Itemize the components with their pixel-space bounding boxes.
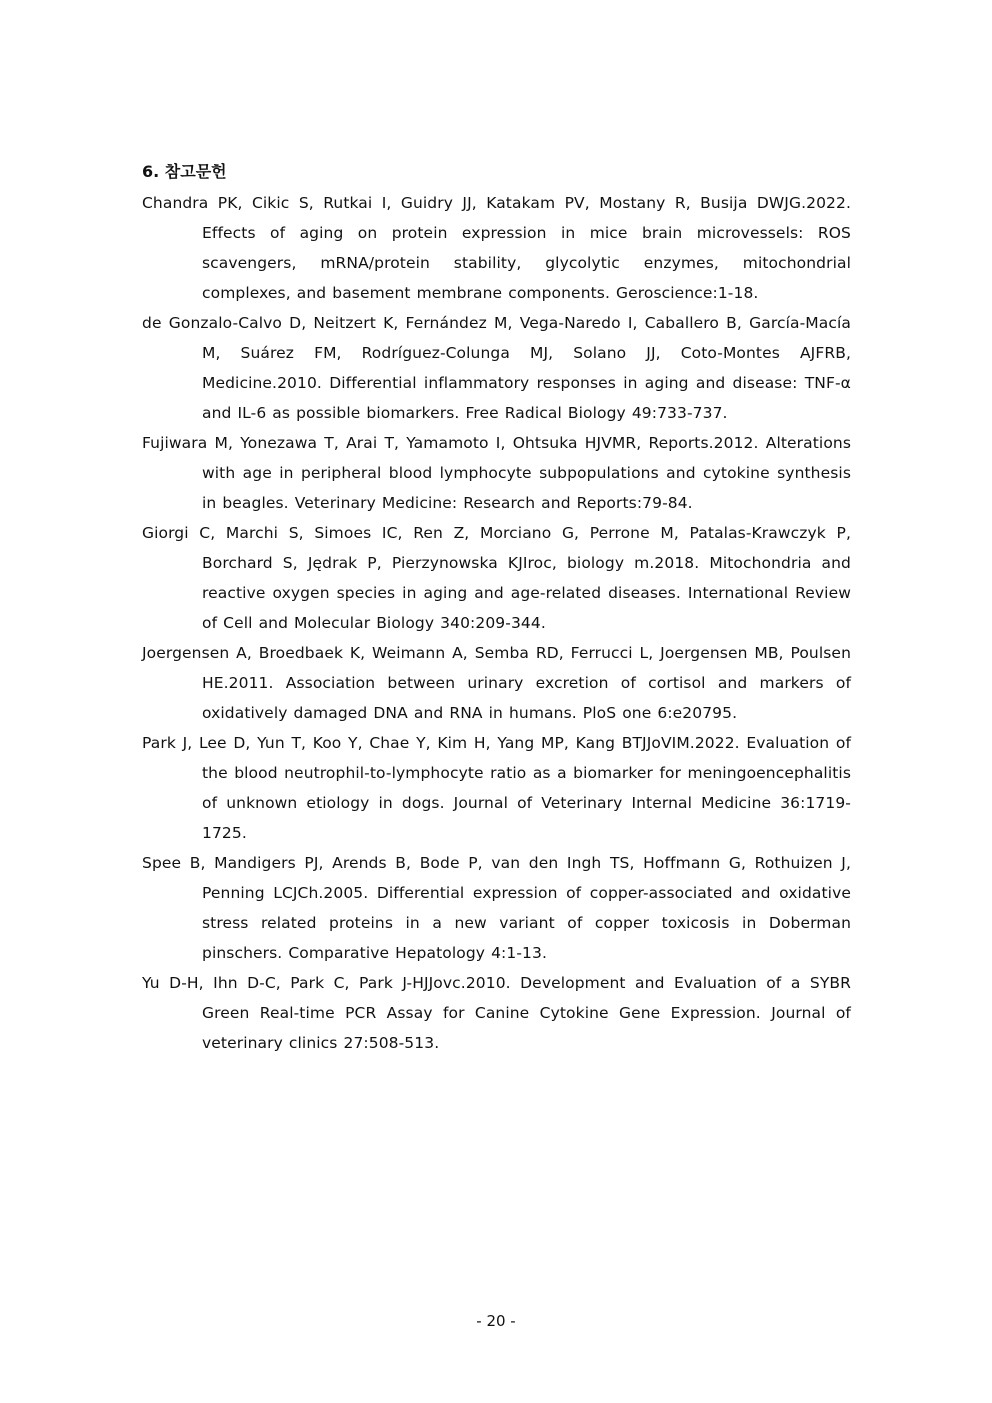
- page-number: - 20 -: [476, 1312, 516, 1330]
- reference-item: Giorgi C, Marchi S, Simoes IC, Ren Z, Morciano G, Perrone M, Patalas-Krawczyk P, Borchard S, Jędrak P, Pierzynowska KJIroc, biology m.2018. Mitochondria and reactive oxygen species in aging and age-related diseases. International Review of Cell and Molecular Biology 340:209-344.: [142, 524, 851, 632]
- reference-item: Spee B, Mandigers PJ, Arends B, Bode P, van den Ingh TS, Hoffmann G, Rothuizen J, Penning LCJCh.2005. Differential expression of copper-associated and oxidative stress related proteins in a new variant of copper toxicosis in Doberman pinschers. Comparative Hepatology 4:1-13.: [142, 854, 851, 962]
- reference-item: Yu D-H, Ihn D-C, Park C, Park J-HJJovc.2010. Development and Evaluation of a SYBR Green Real-time PCR Assay for Canine Cytokine Gene Expression. Journal of veterinary clinics 27:508-513.: [142, 974, 851, 1052]
- reference-item: Joergensen A, Broedbaek K, Weimann A, Semba RD, Ferrucci L, Joergensen MB, Poulsen HE.2011. Association between urinary excretion of cortisol and markers of oxidatively damaged DNA and RNA in humans. PloS one 6:e20795.: [142, 644, 851, 722]
- reference-item: Fujiwara M, Yonezawa T, Arai T, Yamamoto I, Ohtsuka HJVMR, Reports.2012. Alterations with age in peripheral blood lymphocyte subpopulations and cytokine synthesis in beagles. Veterinary Medicine: Research and Reports:79-84.: [142, 434, 851, 512]
- section-heading: 6. 참고문헌: [142, 162, 227, 181]
- reference-list: [142, 188, 851, 1058]
- reference-item: Park J, Lee D, Yun T, Koo Y, Chae Y, Kim H, Yang MP, Kang BTJJoVIM.2022. Evaluation of the blood neutrophil-to-lymphocyte ratio as a biomarker for meningoencephalitis of unknown etiology in dogs. Journal of Veterinary Internal Medicine 36:1719-1725.: [142, 734, 851, 842]
- reference-item: de Gonzalo-Calvo D, Neitzert K, Fernández M, Vega-Naredo I, Caballero B, García-Macía M, Suárez FM, Rodríguez-Colunga MJ, Solano JJ, Coto-Montes AJFRB, Medicine.2010. Differential inflammatory responses in aging and disease: TNF-α and IL-6 as possible biomarkers. Free Radical Biology 49:733-737.: [142, 314, 851, 422]
- reference-item: Chandra PK, Cikic S, Rutkai I, Guidry JJ, Katakam PV, Mostany R, Busija DWJG.2022. Effects of aging on protein expression in mice brain microvessels: ROS scavengers, mRNA/protein stability, glycolytic enzymes, mitochondrial complexes, and basement membrane components. Geroscience:1-18.: [142, 194, 851, 302]
